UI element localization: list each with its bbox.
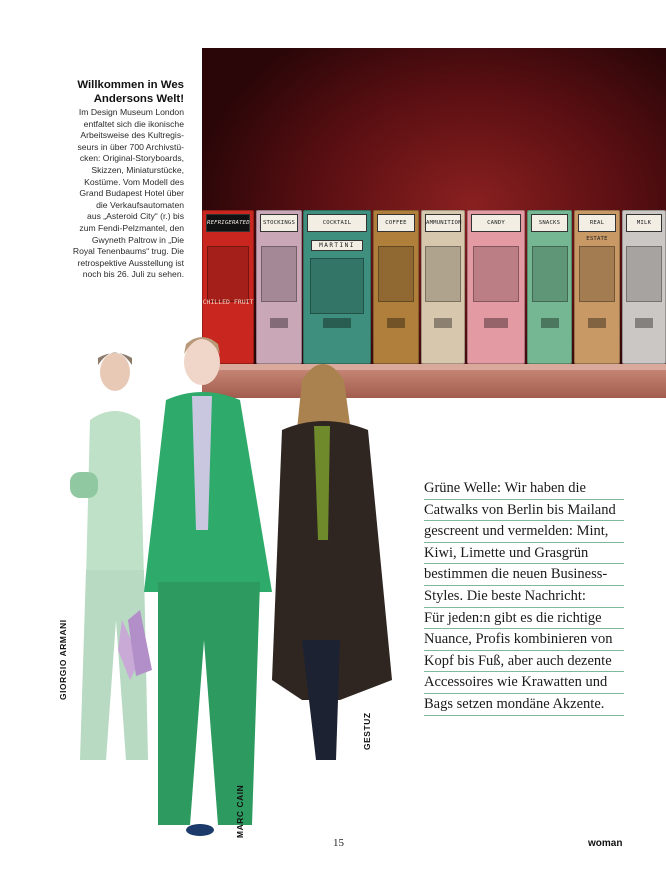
body-line: Royal Tenenbaums“ trug. Die xyxy=(72,246,184,257)
machine-label: STOCKINGS xyxy=(260,214,298,232)
sidebar-caption xyxy=(60,78,184,281)
body-line: seurs in über 700 Archivstü- xyxy=(77,141,184,152)
label-gestuz: GESTUZ xyxy=(362,712,372,750)
machine-slot xyxy=(484,318,507,328)
body-line: die Verkaufsautomaten xyxy=(96,199,184,210)
gestuz-model xyxy=(272,364,392,760)
heading-line: Andersons Welt! xyxy=(93,93,184,105)
sidebar-heading xyxy=(60,78,184,106)
armani-model xyxy=(70,353,148,761)
feature-text-line: Grüne Welle: Wir haben die xyxy=(424,478,624,500)
machine-label: REAL ESTATE xyxy=(578,214,616,232)
body-line: noch bis 26. Juli zu sehen. xyxy=(82,269,184,280)
body-line: retrospektive Ausstellung ist xyxy=(77,257,184,268)
machine-window xyxy=(626,246,661,302)
machine-window xyxy=(532,246,568,302)
vending-machine xyxy=(527,210,572,364)
machine-slot xyxy=(434,318,452,328)
feature-text-line: Für jeden:n gibt es die richtige xyxy=(424,608,624,630)
vending-machine xyxy=(467,210,525,364)
body-line: Gwyneth Paltrow in „Die xyxy=(91,234,184,245)
machine-window xyxy=(473,246,519,302)
body-line: cken: Original-Storyboards, xyxy=(79,153,184,164)
fashion-models-photo xyxy=(40,320,400,850)
heading-line: Willkommen in Wes xyxy=(77,79,184,91)
feature-text-line: gescreent und vermelden: Mint, xyxy=(424,521,624,543)
label-marc-cain: MARC CAIN xyxy=(235,784,245,838)
marc-cain-model xyxy=(128,337,272,836)
machine-sign: MARTINI xyxy=(311,240,363,251)
machine-sign: CHILLED FRUIT xyxy=(202,298,254,306)
sidebar-body xyxy=(60,107,184,281)
vending-machine xyxy=(622,210,666,364)
feature-text-line: Kiwi, Limette und Grasgrün xyxy=(424,543,624,565)
machine-slot xyxy=(541,318,559,328)
machine-window xyxy=(425,246,460,302)
machine-label: SNACKS xyxy=(531,214,568,232)
body-line: aus „Asteroid City“ (r.) bis xyxy=(87,211,184,222)
feature-text-line: Styles. Die beste Nachricht: xyxy=(424,586,624,608)
body-line: zum Fendi-Pelzmantel, den xyxy=(79,222,184,233)
feature-text xyxy=(424,478,624,716)
machine-window xyxy=(207,246,249,302)
body-line: Kostüme. Vom Modell des xyxy=(84,176,184,187)
feature-text-line: Bags setzen mondäne Akzente. xyxy=(424,694,624,716)
body-line: entfaltet sich die ikonische xyxy=(83,118,184,129)
body-line: Grand Budapest Hotel über xyxy=(79,188,184,199)
machine-label: AMMUNITION xyxy=(425,214,461,232)
machine-label: REFRIGERATED xyxy=(206,214,250,232)
body-line: Arbeitsweise des Kultregis- xyxy=(80,130,184,141)
feature-text-line: Accessoires wie Krawatten und xyxy=(424,672,624,694)
machine-label: CANDY xyxy=(471,214,521,232)
feature-text-line: Kopf bis Fuß, aber auch dezente xyxy=(424,651,624,673)
machine-label: MILK xyxy=(626,214,662,232)
machine-window xyxy=(310,258,364,314)
machine-window xyxy=(261,246,298,302)
label-giorgio-armani: GIORGIO ARMANI xyxy=(58,619,68,700)
machine-slot xyxy=(588,318,606,328)
machine-slot xyxy=(635,318,653,328)
vending-machine xyxy=(421,210,465,364)
body-line: Skizzen, Miniaturstücke, xyxy=(91,164,184,175)
magazine-brand: woman xyxy=(588,838,623,849)
body-line: Im Design Museum London xyxy=(78,107,184,117)
machine-window xyxy=(579,246,616,302)
machine-label: COCKTAIL xyxy=(307,214,367,232)
page-number: 15 xyxy=(333,837,344,849)
feature-text-line: Nuance, Profis kombinieren von xyxy=(424,629,624,651)
vending-machine xyxy=(574,210,620,364)
feature-text-line: bestimmen die neuen Business- xyxy=(424,564,624,586)
feature-text-line: Catwalks von Berlin bis Mailand xyxy=(424,500,624,522)
machine-label: COFFEE xyxy=(377,214,415,232)
machine-window xyxy=(378,246,415,302)
